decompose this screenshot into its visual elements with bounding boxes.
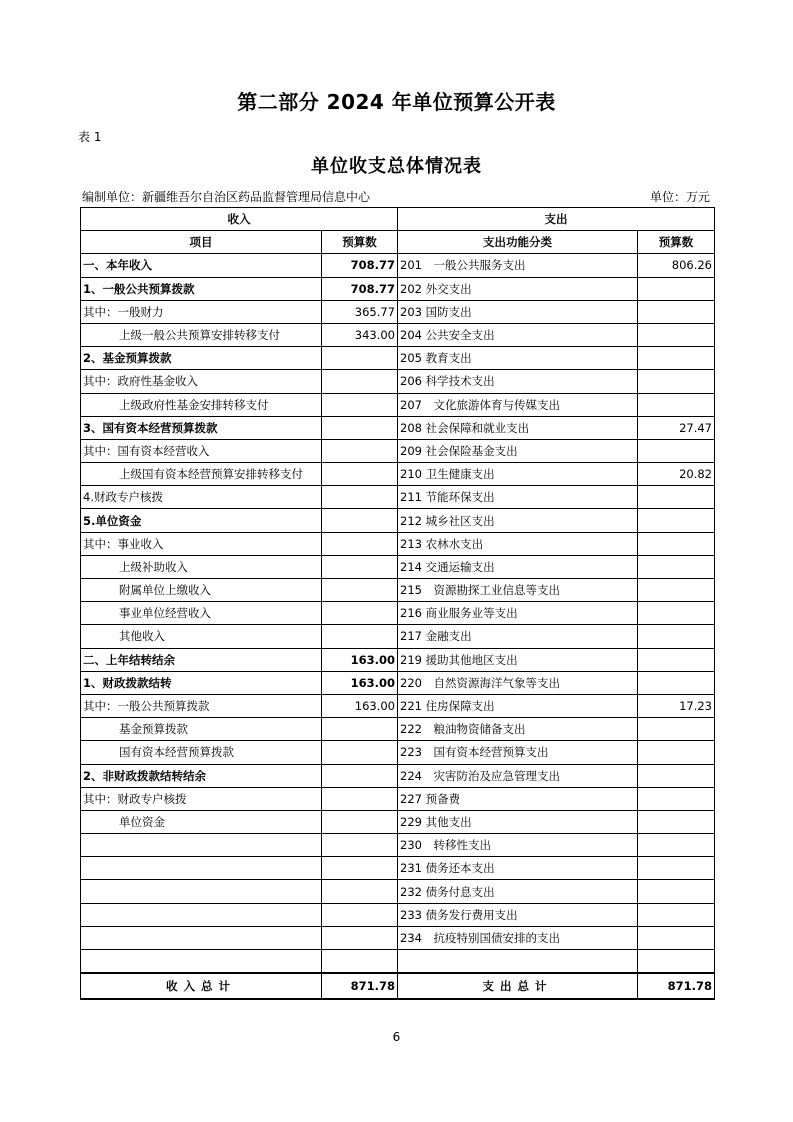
income-item-label: 2、基金预算拨款	[81, 347, 322, 370]
table-row	[81, 810, 715, 833]
income-item-label: 1、财政拨款结转	[81, 671, 322, 694]
expense-item-value	[638, 880, 715, 903]
income-item-value: 163.00	[322, 694, 398, 717]
budget-table	[80, 207, 715, 1000]
table-row	[81, 834, 715, 857]
income-item-label: 一、本年收入	[81, 254, 322, 277]
expense-item-value	[638, 370, 715, 393]
income-item-label	[81, 834, 322, 857]
income-item-value: 163.00	[322, 671, 398, 694]
table-row	[81, 254, 715, 277]
budget-header: 预算数	[322, 231, 398, 254]
income-item-label: 5.单位资金	[81, 509, 322, 532]
table-row	[81, 694, 715, 717]
income-item-label: 其中：事业收入	[81, 532, 322, 555]
income-item-value: 365.77	[322, 300, 398, 323]
expense-item-label: 233 债务发行费用支出	[398, 903, 638, 926]
table-row	[81, 857, 715, 880]
expense-item-label: 214 交通运输支出	[398, 555, 638, 578]
expense-item-value	[638, 950, 715, 974]
item-header: 项目	[81, 231, 322, 254]
expense-item-value	[638, 486, 715, 509]
table-row	[81, 579, 715, 602]
expense-item-value	[638, 718, 715, 741]
expense-item-label: 215 资源勘探工业信息等支出	[398, 579, 638, 602]
table-row	[81, 903, 715, 926]
expense-item-label: 232 债务付息支出	[398, 880, 638, 903]
expense-item-value	[638, 810, 715, 833]
income-item-label: 其中：政府性基金收入	[81, 370, 322, 393]
income-item-value	[322, 486, 398, 509]
expense-item-label: 204 公共安全支出	[398, 323, 638, 346]
page-number: 6	[392, 1030, 401, 1044]
expense-item-label: 213 农林水支出	[398, 532, 638, 555]
income-item-label: 3、国有资本经营预算拨款	[81, 416, 322, 439]
income-item-label: 基金预算拨款	[81, 718, 322, 741]
table-row	[81, 509, 715, 532]
expense-item-value	[638, 834, 715, 857]
income-item-value: 343.00	[322, 323, 398, 346]
table-row	[81, 277, 715, 300]
income-item-label: 上级一般公共预算安排转移支付	[81, 323, 322, 346]
table-row	[81, 950, 715, 974]
table-row	[81, 764, 715, 787]
table-row	[81, 416, 715, 439]
income-item-value	[322, 880, 398, 903]
income-item-value	[322, 810, 398, 833]
table-row	[81, 718, 715, 741]
income-item-label: 上级政府性基金安排转移支付	[81, 393, 322, 416]
func-class-header: 支出功能分类	[398, 231, 638, 254]
income-item-value	[322, 393, 398, 416]
income-item-label: 其中：财政专户核拨	[81, 787, 322, 810]
income-item-value: 163.00	[322, 648, 398, 671]
expense-item-label: 221 住房保障支出	[398, 694, 638, 717]
income-item-value	[322, 532, 398, 555]
expense-item-value	[638, 741, 715, 764]
expense-item-value: 17.23	[638, 694, 715, 717]
total-income-label: 收入总计	[81, 973, 322, 999]
totals-row	[81, 973, 715, 999]
table-row	[81, 300, 715, 323]
expense-item-label: 205 教育支出	[398, 347, 638, 370]
income-item-value	[322, 509, 398, 532]
income-item-label	[81, 857, 322, 880]
table-row	[81, 671, 715, 694]
expense-item-label: 234 抗疫特别国债安排的支出	[398, 926, 638, 949]
income-item-value	[322, 834, 398, 857]
income-item-value	[322, 950, 398, 974]
table-row	[81, 323, 715, 346]
income-item-label: 2、非财政拨款结转结余	[81, 764, 322, 787]
income-item-value	[322, 787, 398, 810]
income-item-value	[322, 718, 398, 741]
income-item-value	[322, 926, 398, 949]
expense-item-label: 209 社会保险基金支出	[398, 439, 638, 462]
unit-label: 单位：万元	[650, 190, 711, 204]
income-item-value	[322, 903, 398, 926]
income-item-label: 其他收入	[81, 625, 322, 648]
expense-item-value	[638, 300, 715, 323]
expense-item-value	[638, 323, 715, 346]
expense-item-label: 203 国防支出	[398, 300, 638, 323]
income-item-value: 708.77	[322, 277, 398, 300]
income-item-label: 上级补助收入	[81, 555, 322, 578]
page-title: 第二部分 2024 年单位预算公开表	[237, 90, 556, 114]
table-row	[81, 602, 715, 625]
income-item-value	[322, 463, 398, 486]
table-row	[81, 486, 715, 509]
expense-item-label: 206 科学技术支出	[398, 370, 638, 393]
expense-item-label: 231 债务还本支出	[398, 857, 638, 880]
table-header-row-1	[81, 208, 715, 231]
income-header: 收入	[81, 208, 398, 231]
income-item-label	[81, 903, 322, 926]
expense-item-label: 222 粮油物资储备支出	[398, 718, 638, 741]
income-item-value: 708.77	[322, 254, 398, 277]
expense-item-value	[638, 509, 715, 532]
income-item-value	[322, 439, 398, 462]
expense-item-label: 227 预备费	[398, 787, 638, 810]
income-item-label	[81, 950, 322, 974]
expense-item-label: 211 节能环保支出	[398, 486, 638, 509]
income-item-label: 事业单位经营收入	[81, 602, 322, 625]
income-item-label	[81, 926, 322, 949]
expense-item-label: 210 卫生健康支出	[398, 463, 638, 486]
table-number: 表 1	[78, 130, 102, 144]
expense-item-value	[638, 555, 715, 578]
income-item-label: 其中：一般财力	[81, 300, 322, 323]
table-row	[81, 741, 715, 764]
table-row	[81, 532, 715, 555]
expense-item-label: 202 外交支出	[398, 277, 638, 300]
table-row	[81, 439, 715, 462]
expense-item-label: 208 社会保障和就业支出	[398, 416, 638, 439]
table-row	[81, 625, 715, 648]
table-row	[81, 393, 715, 416]
expense-item-value	[638, 671, 715, 694]
table-row	[81, 463, 715, 486]
expense-item-value: 806.26	[638, 254, 715, 277]
income-item-value	[322, 555, 398, 578]
total-expense-label: 支出总计	[398, 973, 638, 999]
expense-item-label: 229 其他支出	[398, 810, 638, 833]
income-item-label	[81, 880, 322, 903]
expense-item-value	[638, 926, 715, 949]
expense-item-label: 219 援助其他地区支出	[398, 648, 638, 671]
table-row	[81, 880, 715, 903]
expense-item-value	[638, 532, 715, 555]
income-item-label: 二、上年结转结余	[81, 648, 322, 671]
income-item-value	[322, 625, 398, 648]
income-item-value	[322, 416, 398, 439]
income-item-value	[322, 764, 398, 787]
table-row	[81, 370, 715, 393]
expense-item-label: 207 文化旅游体育与传媒支出	[398, 393, 638, 416]
income-item-label: 1、一般公共预算拨款	[81, 277, 322, 300]
expense-item-value	[638, 857, 715, 880]
income-item-label: 其中：一般公共预算拨款	[81, 694, 322, 717]
table-row	[81, 787, 715, 810]
income-item-value	[322, 857, 398, 880]
table-title: 单位收支总体情况表	[311, 156, 482, 177]
total-expense-value: 871.78	[638, 973, 715, 999]
expense-item-value	[638, 764, 715, 787]
table-header-row-2	[81, 231, 715, 254]
expense-item-label: 216 商业服务业等支出	[398, 602, 638, 625]
expense-item-value	[638, 393, 715, 416]
expense-item-label: 230 转移性支出	[398, 834, 638, 857]
table-row	[81, 648, 715, 671]
budget-header-2: 预算数	[638, 231, 715, 254]
expense-item-value	[638, 277, 715, 300]
income-item-label: 4.财政专户核拨	[81, 486, 322, 509]
income-item-label: 国有资本经营预算拨款	[81, 741, 322, 764]
expense-item-value	[638, 439, 715, 462]
expense-item-label: 220 自然资源海洋气象等支出	[398, 671, 638, 694]
expense-header: 支出	[398, 208, 715, 231]
table-row	[81, 555, 715, 578]
expense-item-value: 27.47	[638, 416, 715, 439]
expense-item-value	[638, 903, 715, 926]
expense-item-value: 20.82	[638, 463, 715, 486]
expense-item-label: 223 国有资本经营预算支出	[398, 741, 638, 764]
table-row	[81, 347, 715, 370]
expense-item-value	[638, 579, 715, 602]
expense-item-value	[638, 347, 715, 370]
income-item-value	[322, 602, 398, 625]
total-income-value: 871.78	[322, 973, 398, 999]
income-item-value	[322, 370, 398, 393]
income-item-label: 附属单位上缴收入	[81, 579, 322, 602]
table-row	[81, 926, 715, 949]
income-item-value	[322, 741, 398, 764]
expense-item-value	[638, 787, 715, 810]
expense-item-label: 217 金融支出	[398, 625, 638, 648]
org-label: 编制单位：新疆维吾尔自治区药品监督管理局信息中心	[82, 190, 371, 204]
expense-item-label: 212 城乡社区支出	[398, 509, 638, 532]
expense-item-value	[638, 602, 715, 625]
expense-item-value	[638, 648, 715, 671]
expense-item-label	[398, 950, 638, 974]
expense-item-label: 224 灾害防治及应急管理支出	[398, 764, 638, 787]
income-item-value	[322, 579, 398, 602]
income-item-label: 上级国有资本经营预算安排转移支付	[81, 463, 322, 486]
expense-item-label: 201 一般公共服务支出	[398, 254, 638, 277]
expense-item-value	[638, 625, 715, 648]
income-item-value	[322, 347, 398, 370]
income-item-label: 单位资金	[81, 810, 322, 833]
income-item-label: 其中：国有资本经营收入	[81, 439, 322, 462]
